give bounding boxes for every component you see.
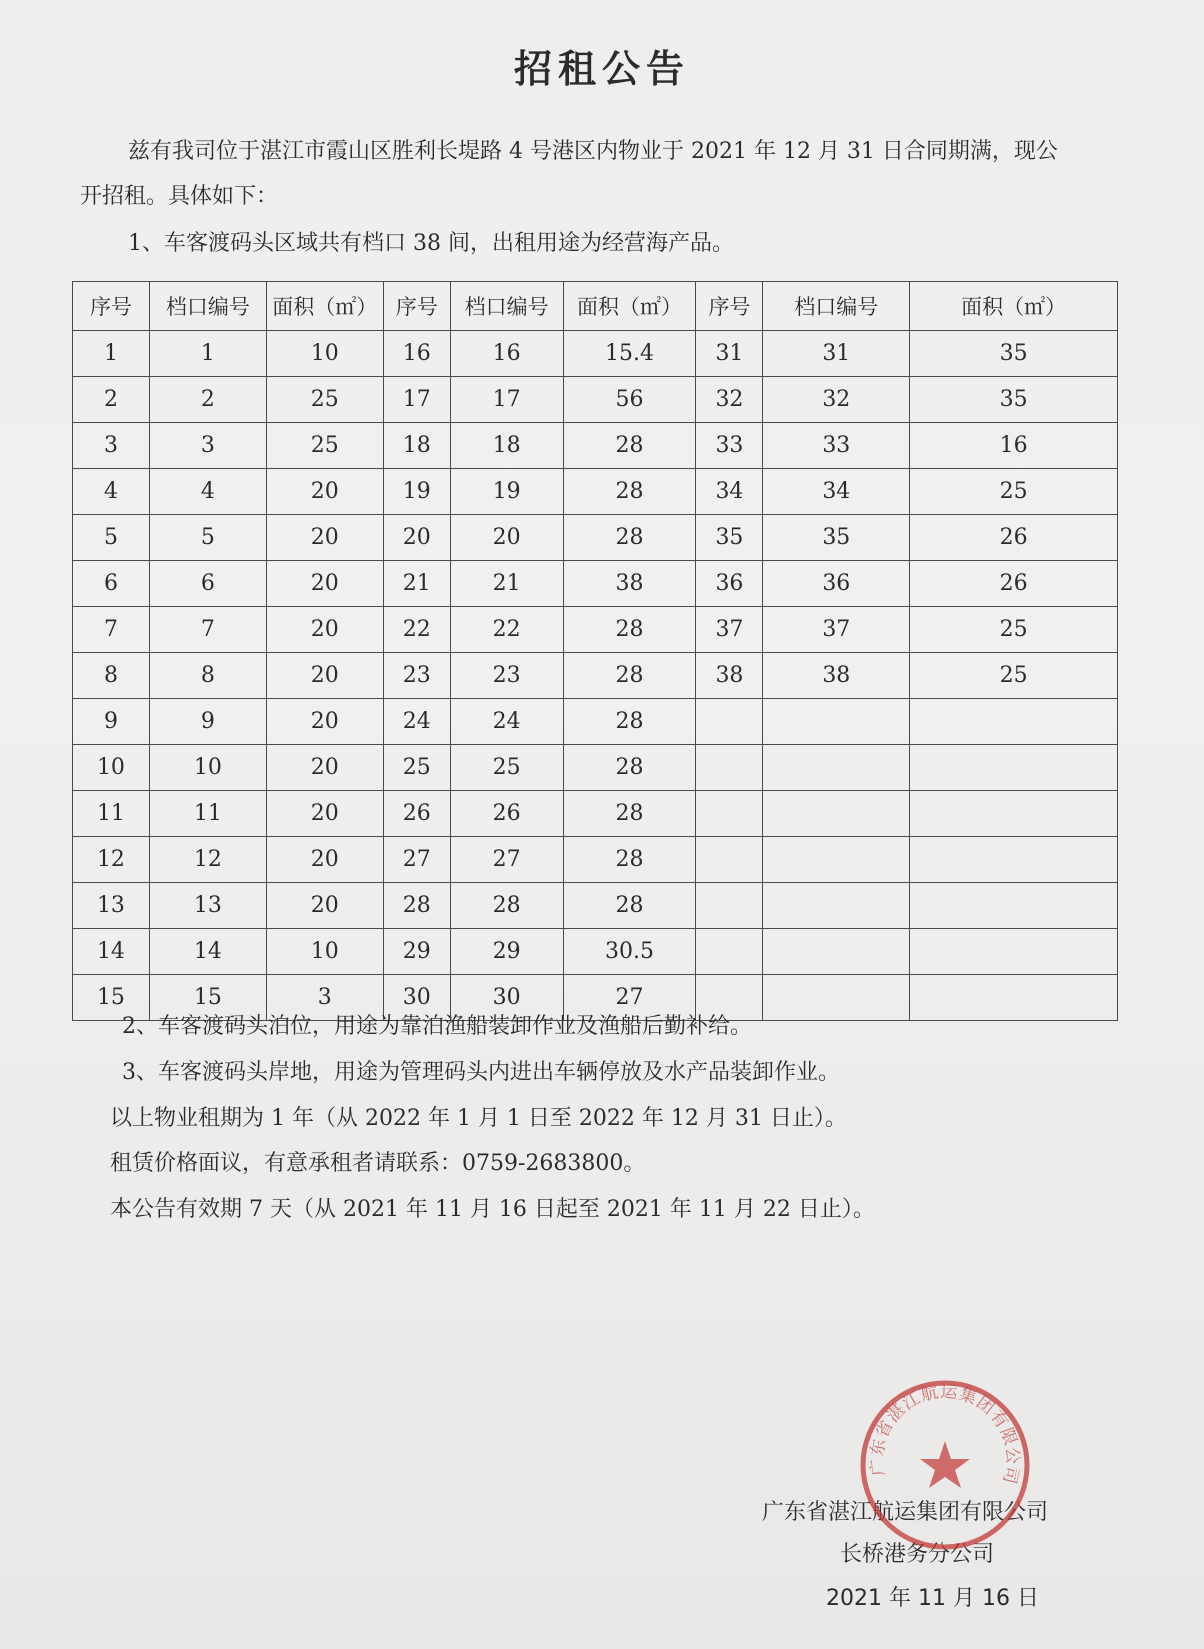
table-cell: 9 (73, 699, 150, 745)
validity-period: 本公告有效期 7 天（从 2021 年 11 月 16 日起至 2021 年 11 月 22 日止）。 (110, 1197, 875, 1222)
table-cell: 6 (149, 561, 266, 607)
header-cell: 面积（㎡） (266, 282, 383, 331)
table-cell: 37 (763, 607, 910, 653)
table-cell: 19 (383, 469, 450, 515)
table-header-row (73, 282, 1118, 331)
table-cell (696, 929, 763, 975)
table-cell (696, 745, 763, 791)
header-cell: 面积（㎡） (910, 282, 1118, 331)
table-cell: 10 (266, 331, 383, 377)
table-row (73, 745, 1118, 791)
table-cell: 4 (73, 469, 150, 515)
header-cell: 序号 (383, 282, 450, 331)
table-cell: 16 (450, 331, 563, 377)
table-cell: 35 (696, 515, 763, 561)
table-row (73, 423, 1118, 469)
table-cell: 5 (149, 515, 266, 561)
table-cell: 38 (696, 653, 763, 699)
table-cell: 37 (696, 607, 763, 653)
table-cell: 29 (383, 929, 450, 975)
table-cell: 9 (149, 699, 266, 745)
table-cell: 32 (763, 377, 910, 423)
table-cell: 20 (266, 515, 383, 561)
table-cell (763, 745, 910, 791)
table-cell (910, 791, 1118, 837)
table-cell: 28 (563, 423, 696, 469)
table-cell: 33 (696, 423, 763, 469)
table-cell: 30.5 (563, 929, 696, 975)
table-cell: 25 (910, 653, 1118, 699)
table-cell (910, 699, 1118, 745)
table-cell: 30 (450, 975, 563, 1021)
table-cell: 5 (73, 515, 150, 561)
table-cell (910, 929, 1118, 975)
table-cell: 1 (149, 331, 266, 377)
table-cell: 16 (910, 423, 1118, 469)
table-cell: 12 (73, 837, 150, 883)
signature-branch: 长桥港务分公司 (840, 1542, 995, 1567)
table-cell: 25 (910, 469, 1118, 515)
table-cell (696, 837, 763, 883)
table-cell: 23 (450, 653, 563, 699)
table-row (73, 331, 1118, 377)
intro-line-1: 兹有我司位于湛江市霞山区胜利长堤路 4 号港区内物业于 2021 年 12 月 31 日合同期满，现公 (128, 139, 1058, 164)
table-cell: 28 (563, 699, 696, 745)
table-cell: 20 (266, 653, 383, 699)
table-row (73, 607, 1118, 653)
table-cell: 7 (149, 607, 266, 653)
table-cell (910, 837, 1118, 883)
table-cell: 28 (383, 883, 450, 929)
table-cell: 13 (73, 883, 150, 929)
table-row (73, 791, 1118, 837)
table-cell: 2 (73, 377, 150, 423)
table-cell: 15 (73, 975, 150, 1021)
table-cell: 15 (149, 975, 266, 1021)
table-cell: 3 (266, 975, 383, 1021)
table-cell: 21 (450, 561, 563, 607)
table-cell: 28 (563, 607, 696, 653)
table-cell: 20 (266, 561, 383, 607)
table-cell: 34 (763, 469, 910, 515)
table-cell: 20 (450, 515, 563, 561)
table-row (73, 469, 1118, 515)
table-cell: 22 (383, 607, 450, 653)
contact-info: 租赁价格面议，有意承租者请联系：0759-2683800。 (110, 1151, 646, 1176)
table-cell: 31 (696, 331, 763, 377)
header-cell: 序号 (73, 282, 150, 331)
table-cell (763, 975, 910, 1021)
table-cell: 26 (450, 791, 563, 837)
table-cell: 36 (763, 561, 910, 607)
table-cell: 27 (563, 975, 696, 1021)
table-cell: 13 (149, 883, 266, 929)
table-cell: 27 (383, 837, 450, 883)
intro-line-2: 开招租。具体如下： (80, 184, 279, 209)
table-cell: 10 (149, 745, 266, 791)
table-cell: 30 (383, 975, 450, 1021)
table-cell: 20 (266, 745, 383, 791)
table-cell: 36 (696, 561, 763, 607)
table-cell: 28 (563, 883, 696, 929)
table-cell: 21 (383, 561, 450, 607)
table-cell (763, 929, 910, 975)
document-title: 招租公告 (513, 47, 690, 91)
signature-date: 2021 年 11 月 16 日 (826, 1586, 1039, 1611)
table-cell: 8 (149, 653, 266, 699)
table-cell: 20 (266, 607, 383, 653)
table-cell: 16 (383, 331, 450, 377)
table-cell (763, 837, 910, 883)
table-row (73, 883, 1118, 929)
lease-term: 以上物业租期为 1 年（从 2022 年 1 月 1 日至 2022 年 12 月 31 日止）。 (110, 1106, 847, 1131)
table-cell: 25 (450, 745, 563, 791)
table-cell: 25 (910, 607, 1118, 653)
table-cell: 24 (450, 699, 563, 745)
table-row (73, 837, 1118, 883)
table-cell: 19 (450, 469, 563, 515)
header-cell: 档口编号 (149, 282, 266, 331)
table-row (73, 653, 1118, 699)
table-cell: 25 (266, 423, 383, 469)
table-cell: 14 (149, 929, 266, 975)
table-cell: 18 (383, 423, 450, 469)
table-cell: 28 (450, 883, 563, 929)
table-cell: 25 (383, 745, 450, 791)
table-cell: 28 (563, 469, 696, 515)
table-cell: 28 (563, 653, 696, 699)
item-2: 2、车客渡码头泊位，用途为靠泊渔船装卸作业及渔船后勤补给。 (122, 1014, 752, 1039)
table-cell: 11 (149, 791, 266, 837)
table-body (73, 331, 1118, 1021)
table-cell (763, 699, 910, 745)
table-cell: 10 (73, 745, 150, 791)
table-cell: 26 (383, 791, 450, 837)
table-cell: 34 (696, 469, 763, 515)
table-cell: 8 (73, 653, 150, 699)
table-cell: 20 (266, 469, 383, 515)
table-cell: 7 (73, 607, 150, 653)
table-cell: 22 (450, 607, 563, 653)
table-cell: 11 (73, 791, 150, 837)
table-cell: 20 (383, 515, 450, 561)
table-cell: 35 (910, 331, 1118, 377)
header-cell: 档口编号 (450, 282, 563, 331)
table-cell: 1 (73, 331, 150, 377)
table-cell: 28 (563, 837, 696, 883)
table-row (73, 699, 1118, 745)
table-cell (910, 975, 1118, 1021)
table-cell: 26 (910, 561, 1118, 607)
table-row (73, 377, 1118, 423)
table-cell (696, 699, 763, 745)
table-cell: 15.4 (563, 331, 696, 377)
table-cell: 6 (73, 561, 150, 607)
table-cell: 12 (149, 837, 266, 883)
table-cell: 2 (149, 377, 266, 423)
table-cell: 28 (563, 791, 696, 837)
table-cell (696, 791, 763, 837)
table-cell: 10 (266, 929, 383, 975)
table-cell: 33 (763, 423, 910, 469)
company-seal (855, 1375, 1035, 1555)
table-cell: 56 (563, 377, 696, 423)
table-cell: 23 (383, 653, 450, 699)
table-cell: 38 (763, 653, 910, 699)
seal-icon (855, 1375, 1035, 1555)
table-cell: 17 (383, 377, 450, 423)
item-1: 1、车客渡码头区域共有档口 38 间，出租用途为经营海产品。 (128, 231, 734, 256)
table-cell: 25 (266, 377, 383, 423)
table-cell: 38 (563, 561, 696, 607)
table-cell (763, 883, 910, 929)
table-cell (910, 745, 1118, 791)
table-cell (763, 791, 910, 837)
table-cell: 20 (266, 883, 383, 929)
header-cell: 序号 (696, 282, 763, 331)
item-3: 3、车客渡码头岸地，用途为管理码头内进出车辆停放及水产品装卸作业。 (122, 1060, 840, 1085)
table-cell: 4 (149, 469, 266, 515)
table-row (73, 929, 1118, 975)
table-cell: 26 (910, 515, 1118, 561)
table-cell: 35 (763, 515, 910, 561)
table-cell: 14 (73, 929, 150, 975)
table-cell (696, 883, 763, 929)
table-row (73, 515, 1118, 561)
table-cell (910, 883, 1118, 929)
table-cell: 27 (450, 837, 563, 883)
table-cell: 3 (149, 423, 266, 469)
table-cell: 20 (266, 791, 383, 837)
table-cell: 18 (450, 423, 563, 469)
table-cell: 20 (266, 699, 383, 745)
header-cell: 档口编号 (763, 282, 910, 331)
table-cell: 28 (563, 745, 696, 791)
table-cell: 32 (696, 377, 763, 423)
table-cell: 29 (450, 929, 563, 975)
table-row (73, 561, 1118, 607)
table-cell: 24 (383, 699, 450, 745)
table-cell: 28 (563, 515, 696, 561)
stall-table (72, 281, 1118, 1021)
table-cell: 31 (763, 331, 910, 377)
table-cell: 20 (266, 837, 383, 883)
table-cell: 3 (73, 423, 150, 469)
signature-company: 广东省湛江航运集团有限公司 (762, 1500, 1049, 1525)
header-cell: 面积（㎡） (563, 282, 696, 331)
svg-text:广东省湛江航运集团有限公司长桥港务分公司: 广东省湛江航运集团有限公司 (867, 1381, 1023, 1487)
table-cell: 17 (450, 377, 563, 423)
table-cell: 35 (910, 377, 1118, 423)
